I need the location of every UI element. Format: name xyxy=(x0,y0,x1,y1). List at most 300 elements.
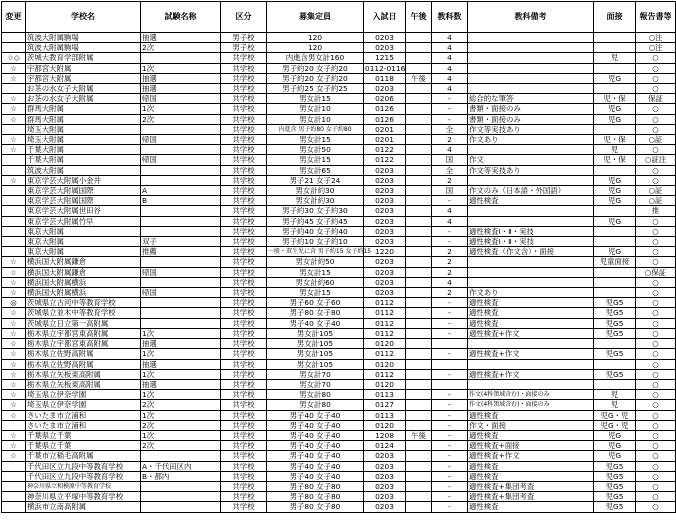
change-mark-cell: ☆ xyxy=(2,94,26,104)
exam-name-cell: 抽選 xyxy=(141,359,221,369)
subject-notes-cell: 適性検査 xyxy=(468,410,594,420)
category-cell: 共学校 xyxy=(221,186,267,196)
exam-name-cell: 帰国 xyxy=(141,155,221,165)
afternoon-cell xyxy=(406,359,432,369)
category-cell: 共学校 xyxy=(221,420,267,430)
subject-count-cell: - xyxy=(432,308,468,318)
exam-name-cell xyxy=(141,481,221,491)
school-name-cell: 栃木県立宇都宮東高附属 xyxy=(26,328,141,338)
capacity-cell: 男子約25 女子約25 xyxy=(267,84,364,94)
afternoon-cell xyxy=(406,502,432,512)
table-row xyxy=(2,379,676,389)
subject-notes-cell xyxy=(468,206,594,216)
school-name-cell: 東京学芸大附属国際 xyxy=(26,196,141,206)
change-mark-cell xyxy=(2,420,26,430)
subject-count-cell: - xyxy=(432,349,468,359)
subject-notes-cell xyxy=(468,379,594,389)
subject-count-cell: - xyxy=(432,94,468,104)
afternoon-cell xyxy=(406,63,432,73)
subject-count-cell: - xyxy=(432,400,468,410)
subject-count-cell: - xyxy=(432,369,468,379)
capacity-cell: 男女計105 xyxy=(267,359,364,369)
report-cell: ○ xyxy=(636,73,676,83)
interview-cell: 児G xyxy=(594,451,636,461)
capacity-cell: 男子80 女子80 xyxy=(267,481,364,491)
exam-name-cell: 双子 xyxy=(141,237,221,247)
school-name-cell: 筑波大附属駒場 xyxy=(26,33,141,43)
school-name-cell: 宇都宮大附属 xyxy=(26,63,141,73)
capacity-cell: 男女計約30 xyxy=(267,196,364,206)
exam-name-cell xyxy=(141,206,221,216)
school-name-cell: 横浜国大附属横浜 xyxy=(26,277,141,287)
interview-cell: 児G5 xyxy=(594,308,636,318)
exam-date-cell: 0112 xyxy=(364,349,406,359)
subject-notes-cell: 適性検査 xyxy=(468,308,594,318)
report-cell: ○ xyxy=(636,247,676,257)
table-row xyxy=(2,420,676,430)
school-name-cell: 横浜国大附属横浜 xyxy=(26,288,141,298)
capacity-cell: 男子40 女子40 xyxy=(267,318,364,328)
exam-name-cell: 1次 xyxy=(141,328,221,338)
school-name-cell: 茨城県立古河中等教育学校 xyxy=(26,298,141,308)
subject-count-cell: - xyxy=(432,237,468,247)
interview-cell: 児G5 xyxy=(594,461,636,471)
category-cell: 共学校 xyxy=(221,114,267,124)
afternoon-cell xyxy=(406,114,432,124)
table-row xyxy=(2,247,676,257)
subject-count-cell: 4 xyxy=(432,216,468,226)
subject-count-cell: - xyxy=(432,328,468,338)
exam-date-cell: 0122 xyxy=(364,155,406,165)
school-name-cell: 神奈川県立平塚中等教育学校 xyxy=(26,492,141,502)
change-mark-cell: ☆ xyxy=(2,318,26,328)
school-name-cell: 栃木県立佐野高附属 xyxy=(26,349,141,359)
interview-cell: 児G5 xyxy=(594,369,636,379)
subject-notes-cell: 適性検査（作文含）・面接 xyxy=(468,247,594,257)
exam-name-cell: 1次 xyxy=(141,390,221,400)
exam-date-cell: 0118 xyxy=(364,73,406,83)
afternoon-cell xyxy=(406,206,432,216)
exam-date-cell: 0203 xyxy=(364,502,406,512)
change-mark-cell xyxy=(2,247,26,257)
exam-name-cell xyxy=(141,226,221,236)
header-row xyxy=(2,2,676,33)
afternoon-cell xyxy=(406,186,432,196)
category-cell: 共学校 xyxy=(221,430,267,440)
capacity-cell: 男子40 女子40 xyxy=(267,451,364,461)
subject-notes-cell: 総合的な筆答 xyxy=(468,94,594,104)
change-mark-cell: ◎ xyxy=(2,298,26,308)
subject-count-cell xyxy=(432,379,468,389)
table-row xyxy=(2,288,676,298)
table-row xyxy=(2,216,676,226)
report-cell: ○保証 xyxy=(636,267,676,277)
subject-notes-cell: 作文 xyxy=(468,155,594,165)
exam-schedule-table xyxy=(1,1,676,513)
school-name-cell: 群馬大附属 xyxy=(26,114,141,124)
afternoon-cell xyxy=(406,288,432,298)
exam-date-cell: 0203 xyxy=(364,226,406,236)
afternoon-cell xyxy=(406,318,432,328)
header-report: 報告書等 xyxy=(636,2,676,33)
report-cell: ○ xyxy=(636,318,676,328)
subject-notes-cell: 作文(4科領域含む)・面接のみ xyxy=(468,400,594,410)
subject-notes-cell: 書類・面接のみ xyxy=(468,104,594,114)
report-cell: ○ xyxy=(636,420,676,430)
afternoon-cell xyxy=(406,165,432,175)
subject-notes-cell: 適性検査+作文 xyxy=(468,451,594,461)
category-cell: 共学校 xyxy=(221,288,267,298)
exam-name-cell: 1次 xyxy=(141,63,221,73)
report-cell: ○ xyxy=(636,430,676,440)
subject-count-cell: 4 xyxy=(432,73,468,83)
header-capacity: 募集定員 xyxy=(267,2,364,33)
report-cell: ○ xyxy=(636,390,676,400)
school-name-cell: 千代田区立九段中等教育学校 xyxy=(26,471,141,481)
report-cell: ○ xyxy=(636,492,676,502)
category-cell: 共学校 xyxy=(221,379,267,389)
table-row xyxy=(2,186,676,196)
school-name-cell: 東京学芸大附属世田谷 xyxy=(26,206,141,216)
report-cell: ○ xyxy=(636,379,676,389)
capacity-cell: 男子40 女子40 xyxy=(267,430,364,440)
exam-date-cell: 0112 xyxy=(364,318,406,328)
report-cell: ○ xyxy=(636,349,676,359)
subject-notes-cell: 適性検査 xyxy=(468,471,594,481)
subject-notes-cell: 適性検査 xyxy=(468,430,594,440)
subject-notes-cell: 適性検査 xyxy=(468,502,594,512)
table-row xyxy=(2,84,676,94)
exam-name-cell xyxy=(141,298,221,308)
change-mark-cell: ☆ xyxy=(2,369,26,379)
exam-date-cell: 0203 xyxy=(364,237,406,247)
table-row xyxy=(2,104,676,114)
capacity-cell: 120 xyxy=(267,33,364,43)
subject-count-cell: 2 xyxy=(432,288,468,298)
table-row xyxy=(2,206,676,216)
exam-name-cell xyxy=(141,257,221,267)
interview-cell: 児G5 xyxy=(594,481,636,491)
change-mark-cell xyxy=(2,216,26,226)
interview-cell: 児・保 xyxy=(594,135,636,145)
subject-notes-cell: 書類・面接のみ xyxy=(468,114,594,124)
change-mark-cell: ☆ xyxy=(2,308,26,318)
change-mark-cell xyxy=(2,461,26,471)
subject-notes-cell: 適性検査Ⅰ・Ⅱ・実技 xyxy=(468,237,594,247)
interview-cell: 児・保 xyxy=(594,155,636,165)
change-mark-cell xyxy=(2,481,26,491)
exam-date-cell: 0203 xyxy=(364,196,406,206)
subject-count-cell: 4 xyxy=(432,84,468,94)
change-mark-cell xyxy=(2,165,26,175)
interview-cell: 児 xyxy=(594,390,636,400)
afternoon-cell xyxy=(406,471,432,481)
afternoon-cell xyxy=(406,267,432,277)
header-change: 変更 xyxy=(2,2,26,33)
school-name-cell: 千葉大附属 xyxy=(26,155,141,165)
table-row xyxy=(2,226,676,236)
report-cell: ○ xyxy=(636,471,676,481)
table-row xyxy=(2,135,676,145)
interview-cell xyxy=(594,206,636,216)
capacity-cell: 男女計15 xyxy=(267,135,364,145)
exam-name-cell: 帰国 xyxy=(141,94,221,104)
exam-date-cell: 0203 xyxy=(364,33,406,43)
exam-date-cell: 0203 xyxy=(364,471,406,481)
report-cell: ○ xyxy=(636,63,676,73)
interview-cell: 児G xyxy=(594,196,636,206)
change-mark-cell xyxy=(2,196,26,206)
category-cell: 共学校 xyxy=(221,104,267,114)
capacity-cell: 男子40 女子40 xyxy=(267,420,364,430)
category-cell: 共学校 xyxy=(221,492,267,502)
interview-cell xyxy=(594,359,636,369)
subject-notes-cell xyxy=(468,216,594,226)
change-mark-cell xyxy=(2,84,26,94)
subject-count-cell: 2 xyxy=(432,135,468,145)
change-mark-cell: ☆◇ xyxy=(2,53,26,63)
exam-name-cell xyxy=(141,308,221,318)
interview-cell xyxy=(594,277,636,287)
school-name-cell: 神奈川県立相模原中等教育学校 xyxy=(26,481,141,491)
change-mark-cell xyxy=(2,186,26,196)
header-subject-notes: 教科備考 xyxy=(468,2,594,33)
interview-cell: 児G5 xyxy=(594,318,636,328)
subject-count-cell: - xyxy=(432,471,468,481)
interview-cell xyxy=(594,267,636,277)
category-cell: 共学校 xyxy=(221,216,267,226)
subject-notes-cell xyxy=(468,267,594,277)
table-row xyxy=(2,237,676,247)
subject-count-cell: - xyxy=(432,226,468,236)
change-mark-cell xyxy=(2,471,26,481)
school-name-cell: 筑波大附属駒場 xyxy=(26,43,141,53)
category-cell: 共学校 xyxy=(221,196,267,206)
report-cell: ○ xyxy=(636,104,676,114)
subject-notes-cell: 適性検査+作文 xyxy=(468,328,594,338)
category-cell: 共学校 xyxy=(221,84,267,94)
subject-notes-cell: 適性検査+集団考査 xyxy=(468,492,594,502)
subject-count-cell: - xyxy=(432,430,468,440)
report-cell: ○ xyxy=(636,145,676,155)
change-mark-cell xyxy=(2,43,26,53)
subject-notes-cell: 作文(4科領域含む)・面接のみ xyxy=(468,390,594,400)
report-cell: ○ xyxy=(636,257,676,267)
capacity-cell: 一般・双生児に含 男子約15 女子約15 xyxy=(268,248,372,256)
exam-date-cell: 0120 xyxy=(364,339,406,349)
subject-notes-cell xyxy=(468,175,594,185)
exam-date-cell: 0112-0116 xyxy=(365,63,406,73)
school-name-cell: 宇都宮大附属 xyxy=(26,73,141,83)
school-name-cell: 茨城大教育学部附属 xyxy=(26,53,141,63)
capacity-cell: 男女計105 xyxy=(267,349,364,359)
exam-date-cell: 0203 xyxy=(364,451,406,461)
capacity-cell: 男子約30 女子約30 xyxy=(267,206,364,216)
exam-date-cell: 0203 xyxy=(364,267,406,277)
category-cell: 共学校 xyxy=(221,155,267,165)
school-name-cell: 東京大附属 xyxy=(26,237,141,247)
subject-count-cell: 国 xyxy=(432,186,468,196)
capacity-cell: 男女計約60 xyxy=(267,277,364,287)
capacity-cell: 男女計15 xyxy=(267,267,364,277)
change-mark-cell xyxy=(2,155,26,165)
exam-date-cell: 0124 xyxy=(364,441,406,451)
afternoon-cell xyxy=(406,237,432,247)
exam-name-cell xyxy=(141,145,221,155)
subject-count-cell: - xyxy=(432,196,468,206)
table-row xyxy=(2,502,676,512)
exam-date-cell: 0203 xyxy=(364,492,406,502)
afternoon-cell xyxy=(406,420,432,430)
category-cell: 共学校 xyxy=(221,94,267,104)
exam-date-cell: 0203 xyxy=(364,257,406,267)
exam-name-cell: A xyxy=(141,186,221,196)
exam-name-cell xyxy=(141,124,221,134)
category-cell: 共学校 xyxy=(221,359,267,369)
subject-notes-cell xyxy=(468,277,594,287)
interview-cell: 児G xyxy=(594,430,636,440)
change-mark-cell xyxy=(2,492,26,502)
change-mark-cell: ☆ xyxy=(2,400,26,410)
change-mark-cell: ☆ xyxy=(2,451,26,461)
table-row xyxy=(2,451,676,461)
exam-date-cell: 0203 xyxy=(364,175,406,185)
exam-date-cell: 0120 xyxy=(364,359,406,369)
exam-date-cell: 0203 xyxy=(364,481,406,491)
exam-date-cell: 0203 xyxy=(364,84,406,94)
afternoon-cell xyxy=(406,379,432,389)
category-cell: 男子校 xyxy=(221,33,267,43)
exam-date-cell: 0203 xyxy=(364,288,406,298)
interview-cell: 児G xyxy=(594,104,636,114)
subject-count-cell: 全 xyxy=(432,165,468,175)
subject-count-cell: - xyxy=(432,420,468,430)
subject-count-cell: - xyxy=(432,492,468,502)
exam-date-cell: 0113 xyxy=(364,390,406,400)
afternoon-cell xyxy=(406,226,432,236)
table-row xyxy=(2,196,676,206)
subject-count-cell: - xyxy=(432,390,468,400)
capacity-cell: 男女計65 xyxy=(267,165,364,175)
exam-date-cell: 0127 xyxy=(364,400,406,410)
school-name-cell: 東京学芸大附属小金井 xyxy=(26,175,141,185)
table-row xyxy=(2,410,676,420)
subject-count-cell: 4 xyxy=(432,43,468,53)
change-mark-cell: ☆ xyxy=(2,175,26,185)
afternoon-cell xyxy=(406,339,432,349)
report-cell: ○ xyxy=(636,288,676,298)
subject-count-cell: 2 xyxy=(432,175,468,185)
school-name-cell: 東京大附属 xyxy=(26,226,141,236)
table-row xyxy=(2,318,676,328)
category-cell: 共学校 xyxy=(221,339,267,349)
table-row xyxy=(2,257,676,267)
exam-date-cell: 0203 xyxy=(364,186,406,196)
afternoon-cell xyxy=(406,451,432,461)
interview-cell xyxy=(594,165,636,175)
exam-date-cell: 0201 xyxy=(364,135,406,145)
capacity-cell: 男女計105 xyxy=(267,328,364,338)
table-row xyxy=(2,43,676,53)
interview-cell: 児G xyxy=(594,247,636,257)
category-cell: 共学校 xyxy=(221,175,267,185)
interview-cell xyxy=(594,379,636,389)
category-cell: 共学校 xyxy=(221,502,267,512)
subject-count-cell: 4 xyxy=(432,206,468,216)
interview-cell xyxy=(594,63,636,73)
interview-cell: 児G5 xyxy=(594,502,636,512)
school-name-cell: 東京大附属 xyxy=(26,247,141,257)
table-row xyxy=(2,33,676,43)
school-name-cell: さいたま市立浦和 xyxy=(26,420,141,430)
school-name-cell: 筑波大附属 xyxy=(26,165,141,175)
report-cell: ○証 xyxy=(636,196,676,206)
interview-cell: 児G xyxy=(594,441,636,451)
subject-count-cell: 4 xyxy=(432,145,468,155)
school-name-cell: 東京学芸大附属竹早 xyxy=(26,216,141,226)
afternoon-cell xyxy=(406,492,432,502)
change-mark-cell: ☆ xyxy=(2,359,26,369)
school-name-cell: 栃木県立宇都宮東高附属 xyxy=(26,339,141,349)
exam-name-cell: 抽選 xyxy=(141,379,221,389)
table-row xyxy=(2,328,676,338)
table-body xyxy=(2,33,676,513)
exam-name-cell: 帰国 xyxy=(141,288,221,298)
exam-date-cell: 0203 xyxy=(364,43,406,53)
change-mark-cell xyxy=(2,237,26,247)
exam-name-cell: A・千代田区内 xyxy=(141,461,221,471)
afternoon-cell xyxy=(406,84,432,94)
subject-notes-cell xyxy=(468,63,594,73)
header-exam-date: 入試日 xyxy=(364,2,406,33)
interview-cell: 児 xyxy=(594,53,636,63)
category-cell: 共学校 xyxy=(221,226,267,236)
exam-date-cell: 0203 xyxy=(364,277,406,287)
school-name-cell: 千葉県立千葉 xyxy=(26,441,141,451)
table-row xyxy=(2,73,676,83)
table-row xyxy=(2,471,676,481)
change-mark-cell: ☆ xyxy=(2,410,26,420)
subject-count-cell: - xyxy=(432,104,468,114)
category-cell: 共学校 xyxy=(221,318,267,328)
school-name-cell: 栃木県立矢板東高附属 xyxy=(26,369,141,379)
capacity-cell: 男子80 女子80 xyxy=(267,502,364,512)
subject-count-cell: - xyxy=(432,410,468,420)
category-cell: 共学校 xyxy=(221,145,267,155)
school-name-cell: 千葉大附属 xyxy=(26,145,141,155)
exam-name-cell xyxy=(141,175,221,185)
category-cell: 共学校 xyxy=(221,451,267,461)
exam-date-cell: 0113 xyxy=(364,410,406,420)
capacity-cell: 男子約20 女子約20 xyxy=(267,73,364,83)
afternoon-cell xyxy=(406,216,432,226)
afternoon-cell xyxy=(406,135,432,145)
capacity-cell: 男女計約50 xyxy=(267,257,364,267)
subject-count-cell: 2 xyxy=(432,257,468,267)
change-mark-cell: ☆ xyxy=(2,379,26,389)
school-name-cell: 栃木県立矢板東高附属 xyxy=(26,379,141,389)
change-mark-cell: ☆ xyxy=(2,257,26,267)
interview-cell xyxy=(594,84,636,94)
subject-count-cell: - xyxy=(432,298,468,308)
afternoon-cell xyxy=(406,369,432,379)
exam-date-cell: 0112 xyxy=(364,328,406,338)
exam-name-cell: 抽選 xyxy=(141,339,221,349)
exam-date-cell: 0112 xyxy=(364,308,406,318)
report-cell: ○証 xyxy=(636,135,676,145)
exam-name-cell: B・都内 xyxy=(141,471,221,481)
table-row xyxy=(2,461,676,471)
